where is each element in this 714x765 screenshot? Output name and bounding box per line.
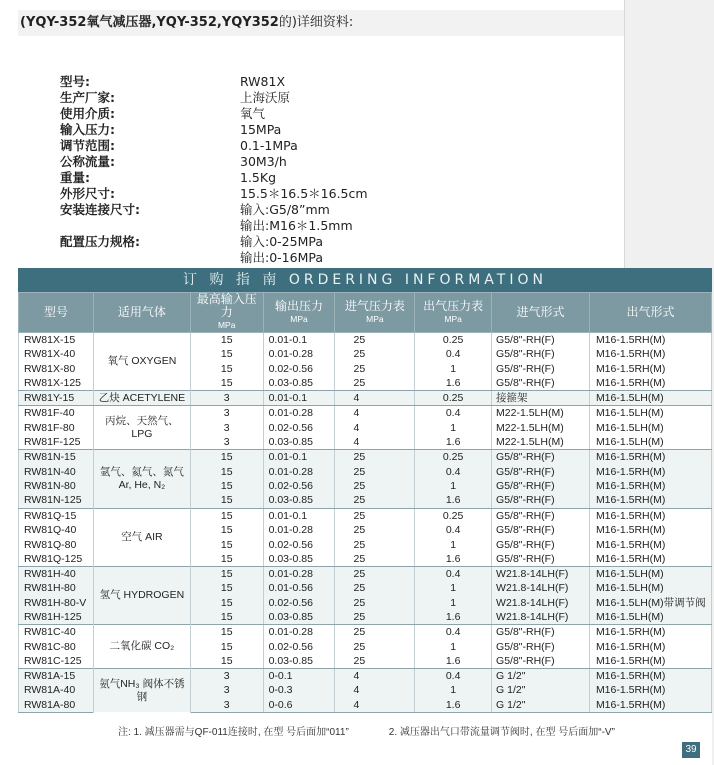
output-pressure-cell: 0.01-0.28	[263, 347, 335, 362]
inlet-type-cell: G5/8"-RH(F)	[492, 333, 590, 348]
model-cell: RW81A-40	[19, 683, 94, 698]
max-input-cell: 3	[190, 698, 263, 713]
inlet-type-cell: G5/8"-RH(F)	[492, 552, 590, 567]
ordering-table	[18, 292, 712, 713]
output-pressure-cell: 0.01-0.1	[263, 508, 335, 523]
inlet-gauge-cell: 25	[335, 523, 415, 538]
outlet-type-cell: M16-1.5RH(M)	[589, 625, 711, 640]
col-gas: 适用气体	[93, 293, 190, 333]
table-row	[19, 566, 712, 581]
inlet-gauge-cell: 25	[335, 537, 415, 552]
spec-value: 30M3/h	[240, 154, 287, 169]
outlet-type-cell: M16-1.5RH(M)	[589, 479, 711, 494]
max-input-cell: 15	[190, 537, 263, 552]
inlet-gauge-cell: 4	[335, 698, 415, 713]
model-cell: RW81A-80	[19, 698, 94, 713]
outlet-gauge-cell: 1	[415, 420, 492, 435]
output-pressure-cell: 0-0.6	[263, 698, 335, 713]
outlet-type-cell: M16-1.5LH(M)	[589, 610, 711, 625]
inlet-gauge-cell: 25	[335, 376, 415, 391]
outlet-gauge-cell: 0.4	[415, 347, 492, 362]
gas-cell: 氢气 HYDROGEN	[93, 566, 190, 624]
inlet-type-cell: G5/8"-RH(F)	[492, 537, 590, 552]
model-cell: RW81Q-80	[19, 537, 94, 552]
inlet-gauge-cell: 4	[335, 406, 415, 421]
inlet-type-cell: G5/8"-RH(F)	[492, 639, 590, 654]
page-title-rest: 的)详细资料:	[278, 15, 354, 30]
model-cell: RW81F-80	[19, 420, 94, 435]
outlet-gauge-cell: 1.6	[415, 435, 492, 450]
outlet-type-cell: M16-1.5RH(M)	[589, 464, 711, 479]
model-cell: RW81Q-125	[19, 552, 94, 567]
max-input-cell: 3	[190, 683, 263, 698]
max-input-cell: 3	[190, 669, 263, 684]
output-pressure-cell: 0.03-0.85	[263, 435, 335, 450]
output-pressure-cell: 0.01-0.1	[263, 450, 335, 465]
col-out-pressure	[263, 293, 335, 333]
inlet-type-cell: G5/8"-RH(F)	[492, 654, 590, 669]
max-input-cell: 3	[190, 435, 263, 450]
output-pressure-cell: 0.01-0.56	[263, 581, 335, 596]
inlet-type-cell: G5/8"-RH(F)	[492, 523, 590, 538]
inlet-type-cell: G5/8"-RH(F)	[492, 464, 590, 479]
outlet-gauge-cell: 1	[415, 479, 492, 494]
inlet-type-cell: G5/8"-RH(F)	[492, 493, 590, 508]
inlet-gauge-cell: 25	[335, 654, 415, 669]
footnote-2: 2. 减压器出气口带流量调节阀时, 在型 号后面加“-V”	[388, 727, 615, 738]
page-title	[18, 10, 624, 36]
outlet-gauge-cell: 1	[415, 596, 492, 611]
spec-label: 调节范围:	[60, 138, 115, 153]
table-row	[19, 391, 712, 406]
max-input-cell: 15	[190, 610, 263, 625]
spec-label: 生产厂家:	[60, 90, 115, 105]
spec-label	[60, 218, 240, 234]
output-pressure-cell: 0.01-0.1	[263, 333, 335, 348]
outlet-gauge-cell: 0.25	[415, 391, 492, 406]
model-cell: RW81X-40	[19, 347, 94, 362]
inlet-gauge-cell: 25	[335, 552, 415, 567]
inlet-gauge-cell: 25	[335, 566, 415, 581]
model-cell: RW81C-125	[19, 654, 94, 669]
max-input-cell: 15	[190, 333, 263, 348]
output-pressure-cell: 0.02-0.56	[263, 362, 335, 377]
outlet-type-cell: M16-1.5RH(M)	[589, 669, 711, 684]
ordering-information-image	[18, 268, 712, 765]
spec-row	[60, 250, 580, 266]
output-pressure-cell: 0.01-0.28	[263, 523, 335, 538]
spec-label	[60, 250, 240, 266]
spec-value: 氧气	[240, 106, 266, 121]
max-input-cell: 15	[190, 347, 263, 362]
inlet-type-cell: G5/8"-RH(F)	[492, 479, 590, 494]
spec-row	[60, 202, 580, 218]
spec-value: 0.1-1MPa	[240, 138, 298, 153]
table-row	[19, 625, 712, 640]
inlet-type-cell: W21.8-14LH(F)	[492, 566, 590, 581]
outlet-type-cell: M16-1.5LH(M)	[589, 435, 711, 450]
output-pressure-cell: 0.01-0.28	[263, 625, 335, 640]
spec-label: 配置压力规格:	[60, 234, 140, 249]
model-cell: RW81C-80	[19, 639, 94, 654]
inlet-gauge-cell: 4	[335, 669, 415, 684]
outlet-gauge-cell: 0.4	[415, 464, 492, 479]
table-body	[19, 333, 712, 713]
inlet-gauge-cell: 25	[335, 625, 415, 640]
inlet-gauge-cell: 4	[335, 420, 415, 435]
spec-value: 上海沃原	[240, 90, 291, 105]
outlet-gauge-cell: 0.4	[415, 406, 492, 421]
spec-value: 输出:M16＊1.5mm	[240, 218, 353, 233]
inlet-type-cell: M22-1.5LH(M)	[492, 406, 590, 421]
max-input-cell: 15	[190, 493, 263, 508]
model-cell: RW81F-125	[19, 435, 94, 450]
inlet-gauge-cell: 25	[335, 347, 415, 362]
footnote-1: 注: 1. 减压器需与QF-011连接时, 在型 号后面加“011”	[118, 727, 349, 738]
inlet-type-cell: G5/8"-RH(F)	[492, 625, 590, 640]
inlet-gauge-cell: 25	[335, 479, 415, 494]
inlet-gauge-cell: 25	[335, 450, 415, 465]
outlet-gauge-cell: 0.25	[415, 508, 492, 523]
spec-list	[60, 74, 580, 266]
spec-row	[60, 218, 580, 234]
output-pressure-cell: 0.02-0.56	[263, 420, 335, 435]
inlet-type-cell: G 1/2"	[492, 669, 590, 684]
gas-cell: 氧气 OXYGEN	[93, 333, 190, 391]
spec-row	[60, 74, 580, 90]
col-in-gauge-label: 进气压力表	[344, 298, 405, 313]
spec-value: 15.5＊16.5＊16.5cm	[240, 186, 368, 201]
spec-value: 输入:G5/8”mm	[240, 202, 330, 217]
outlet-type-cell: M16-1.5RH(M)	[589, 508, 711, 523]
output-pressure-cell: 0-0.1	[263, 669, 335, 684]
gas-cell: 二氧化碳 CO₂	[93, 625, 190, 669]
outlet-type-cell: M16-1.5RH(M)	[589, 523, 711, 538]
inlet-gauge-cell: 25	[335, 362, 415, 377]
outlet-gauge-cell: 1	[415, 639, 492, 654]
inlet-gauge-cell: 25	[335, 333, 415, 348]
col-out-gauge-unit: MPa	[444, 313, 462, 324]
col-in-gauge	[335, 293, 415, 333]
col-outlet: 出气形式	[589, 293, 711, 333]
outlet-gauge-cell: 1	[415, 581, 492, 596]
table-row	[19, 406, 712, 421]
model-cell: RW81X-125	[19, 376, 94, 391]
model-cell: RW81F-40	[19, 406, 94, 421]
max-input-cell: 15	[190, 450, 263, 465]
model-cell: RW81X-80	[19, 362, 94, 377]
model-cell: RW81Y-15	[19, 391, 94, 406]
model-cell: RW81H-80-V	[19, 596, 94, 611]
inlet-type-cell: 接箍架	[492, 391, 590, 406]
max-input-cell: 15	[190, 625, 263, 640]
inlet-gauge-cell: 25	[335, 639, 415, 654]
model-cell: RW81Q-15	[19, 508, 94, 523]
table-row	[19, 508, 712, 523]
page-number: 39	[682, 742, 700, 758]
output-pressure-cell: 0.02-0.56	[263, 639, 335, 654]
gas-cell: 氩气、氦气、氮气 Ar, He, N₂	[93, 450, 190, 508]
inlet-type-cell: G 1/2"	[492, 698, 590, 713]
model-cell: RW81A-15	[19, 669, 94, 684]
output-pressure-cell: 0.03-0.85	[263, 610, 335, 625]
spec-label: 重量:	[60, 170, 90, 185]
spec-value: 输出:0-16MPa	[240, 250, 324, 265]
inlet-gauge-cell: 4	[335, 435, 415, 450]
gas-cell: 乙炔 ACETYLENE	[93, 391, 190, 406]
outlet-gauge-cell: 0.25	[415, 333, 492, 348]
spec-row	[60, 90, 580, 106]
max-input-cell: 3	[190, 406, 263, 421]
table-header-row	[19, 293, 712, 333]
inlet-type-cell: G5/8"-RH(F)	[492, 376, 590, 391]
output-pressure-cell: 0.02-0.56	[263, 596, 335, 611]
outlet-type-cell: M16-1.5RH(M)	[589, 698, 711, 713]
inlet-type-cell: G5/8"-RH(F)	[492, 450, 590, 465]
inlet-type-cell: G5/8"-RH(F)	[492, 347, 590, 362]
col-max-in-label: 最高输入压力	[196, 292, 257, 319]
outlet-type-cell: M16-1.5RH(M)	[589, 537, 711, 552]
table-row	[19, 669, 712, 684]
inlet-type-cell: G5/8"-RH(F)	[492, 508, 590, 523]
col-max-in	[190, 293, 263, 333]
output-pressure-cell: 0-0.3	[263, 683, 335, 698]
output-pressure-cell: 0.01-0.28	[263, 566, 335, 581]
output-pressure-cell: 0.03-0.85	[263, 654, 335, 669]
outlet-gauge-cell: 1	[415, 683, 492, 698]
outlet-type-cell: M16-1.5RH(M)	[589, 376, 711, 391]
outlet-type-cell: M16-1.5LH(M)	[589, 581, 711, 596]
outlet-gauge-cell: 0.4	[415, 669, 492, 684]
table-row	[19, 333, 712, 348]
outlet-type-cell: M16-1.5RH(M)	[589, 493, 711, 508]
spec-label: 型号:	[60, 74, 90, 89]
max-input-cell: 15	[190, 654, 263, 669]
outlet-gauge-cell: 0.4	[415, 566, 492, 581]
outlet-gauge-cell: 0.4	[415, 625, 492, 640]
outlet-type-cell: M16-1.5RH(M)	[589, 552, 711, 567]
max-input-cell: 15	[190, 479, 263, 494]
model-cell: RW81H-40	[19, 566, 94, 581]
model-cell: RW81Q-40	[19, 523, 94, 538]
spec-label: 安装连接尺寸:	[60, 202, 140, 217]
gas-cell: 丙烷、天然气、LPG	[93, 406, 190, 450]
outlet-type-cell: M16-1.5LH(M)	[589, 420, 711, 435]
gas-cell: 空气 AIR	[93, 508, 190, 566]
spec-row	[60, 234, 580, 250]
spec-value: 输入:0-25MPa	[240, 234, 324, 249]
max-input-cell: 3	[190, 420, 263, 435]
max-input-cell: 15	[190, 523, 263, 538]
outlet-type-cell: M16-1.5LH(M)带调节阀	[589, 596, 711, 611]
col-out-gauge	[415, 293, 492, 333]
max-input-cell: 15	[190, 639, 263, 654]
outlet-gauge-cell: 1	[415, 537, 492, 552]
spec-label: 外形尺寸:	[60, 186, 115, 201]
gas-cell: 氨气NH₃ 阀体不锈钢	[93, 669, 190, 713]
output-pressure-cell: 0.01-0.28	[263, 464, 335, 479]
col-out-pressure-unit: MPa	[290, 313, 308, 324]
outlet-type-cell: M16-1.5RH(M)	[589, 450, 711, 465]
outlet-type-cell: M16-1.5RH(M)	[589, 654, 711, 669]
outlet-gauge-cell: 1.6	[415, 610, 492, 625]
output-pressure-cell: 0.01-0.28	[263, 406, 335, 421]
page-title-bold: (YQY-352氧气减压器,YQY-352,YQY352	[20, 15, 279, 30]
outlet-gauge-cell: 0.4	[415, 523, 492, 538]
spec-row	[60, 106, 580, 122]
model-cell: RW81N-80	[19, 479, 94, 494]
outlet-type-cell: M16-1.5RH(M)	[589, 347, 711, 362]
model-cell: RW81X-15	[19, 333, 94, 348]
outlet-gauge-cell: 1.6	[415, 552, 492, 567]
spec-value: 15MPa	[240, 122, 282, 137]
outlet-gauge-cell: 1.6	[415, 654, 492, 669]
model-cell: RW81N-125	[19, 493, 94, 508]
max-input-cell: 15	[190, 552, 263, 567]
output-pressure-cell: 0.02-0.56	[263, 479, 335, 494]
outlet-gauge-cell: 0.25	[415, 450, 492, 465]
inlet-gauge-cell: 4	[335, 683, 415, 698]
inlet-gauge-cell: 25	[335, 493, 415, 508]
table-row	[19, 450, 712, 465]
inlet-gauge-cell: 25	[335, 596, 415, 611]
output-pressure-cell: 0.02-0.56	[263, 537, 335, 552]
inlet-type-cell: G 1/2"	[492, 683, 590, 698]
model-cell: RW81H-80	[19, 581, 94, 596]
max-input-cell: 3	[190, 391, 263, 406]
output-pressure-cell: 0.03-0.85	[263, 493, 335, 508]
outlet-type-cell: M16-1.5LH(M)	[589, 391, 711, 406]
ordering-header: 订 购 指 南 ORDERING INFORMATION	[18, 268, 712, 292]
col-model: 型号	[19, 293, 94, 333]
spec-label: 公称流量:	[60, 154, 115, 169]
model-cell: RW81N-15	[19, 450, 94, 465]
spec-row	[60, 138, 580, 154]
outlet-type-cell: M16-1.5RH(M)	[589, 362, 711, 377]
outlet-type-cell: M16-1.5RH(M)	[589, 333, 711, 348]
spec-row	[60, 154, 580, 170]
inlet-type-cell: W21.8-14LH(F)	[492, 596, 590, 611]
outlet-gauge-cell: 1.6	[415, 376, 492, 391]
spec-row	[60, 170, 580, 186]
max-input-cell: 15	[190, 566, 263, 581]
footnote	[118, 723, 688, 738]
inlet-gauge-cell: 25	[335, 508, 415, 523]
spec-label: 输入压力:	[60, 122, 115, 137]
outlet-type-cell: M16-1.5LH(M)	[589, 406, 711, 421]
inlet-type-cell: M22-1.5LH(M)	[492, 420, 590, 435]
max-input-cell: 15	[190, 508, 263, 523]
outlet-gauge-cell: 1	[415, 362, 492, 377]
outlet-gauge-cell: 1.6	[415, 698, 492, 713]
col-in-gauge-unit: MPa	[366, 313, 384, 324]
inlet-type-cell: G5/8"-RH(F)	[492, 362, 590, 377]
outlet-type-cell: M16-1.5LH(M)	[589, 566, 711, 581]
max-input-cell: 15	[190, 362, 263, 377]
outlet-gauge-cell: 1.6	[415, 493, 492, 508]
inlet-type-cell: M22-1.5LH(M)	[492, 435, 590, 450]
inlet-gauge-cell: 25	[335, 581, 415, 596]
inlet-gauge-cell: 25	[335, 464, 415, 479]
output-pressure-cell: 0.03-0.85	[263, 376, 335, 391]
max-input-cell: 15	[190, 581, 263, 596]
max-input-cell: 15	[190, 596, 263, 611]
max-input-cell: 15	[190, 376, 263, 391]
spec-row	[60, 122, 580, 138]
inlet-type-cell: W21.8-14LH(F)	[492, 610, 590, 625]
col-max-in-unit: MPa	[217, 320, 236, 330]
spec-label: 使用介质:	[60, 106, 115, 121]
col-out-pressure-label: 输出压力	[275, 298, 324, 313]
spec-value: 1.5Kg	[240, 170, 277, 185]
model-cell: RW81C-40	[19, 625, 94, 640]
outlet-type-cell: M16-1.5RH(M)	[589, 683, 711, 698]
inlet-type-cell: W21.8-14LH(F)	[492, 581, 590, 596]
spec-row	[60, 186, 580, 202]
output-pressure-cell: 0.03-0.85	[263, 552, 335, 567]
max-input-cell: 15	[190, 464, 263, 479]
inlet-gauge-cell: 4	[335, 391, 415, 406]
outlet-type-cell: M16-1.5RH(M)	[589, 639, 711, 654]
col-out-gauge-label: 出气压力表	[423, 298, 484, 313]
output-pressure-cell: 0.01-0.1	[263, 391, 335, 406]
col-inlet: 进气形式	[492, 293, 590, 333]
spec-value: RW81X	[240, 74, 286, 89]
model-cell: RW81N-40	[19, 464, 94, 479]
model-cell: RW81H-125	[19, 610, 94, 625]
inlet-gauge-cell: 25	[335, 610, 415, 625]
